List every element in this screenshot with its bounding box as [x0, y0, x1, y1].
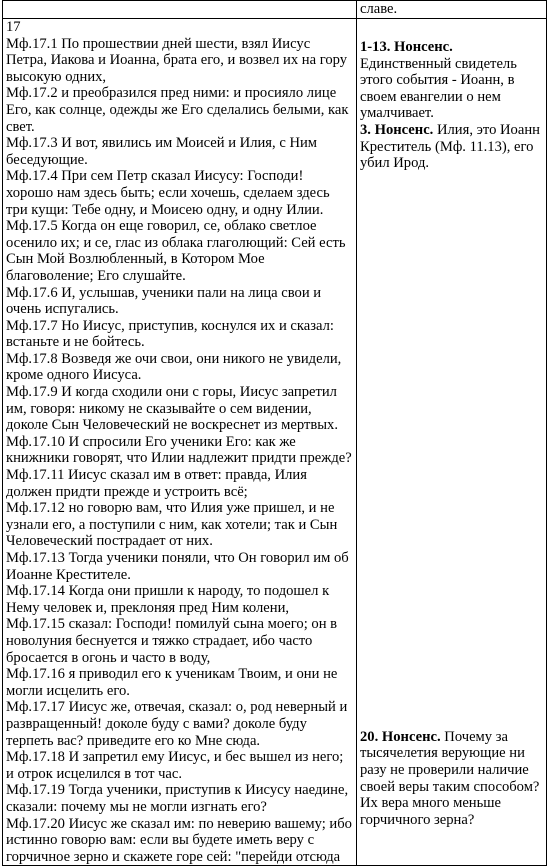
document-table: [2, 0, 547, 866]
verse-line: Мф.17.7 Но Иисус, приступив, коснулся их и сказал: встаньте и не бойтесь.: [6, 317, 334, 351]
verse-line: Мф.17.8 Возведя же очи свои, они никого не увидели, кроме одного Иисуса.: [6, 350, 342, 384]
note-label: 1-13. Нонсенс.: [360, 39, 453, 55]
verse-line: Мф.17.6 И, услышав, ученики пали на лица свои и очень испугались.: [6, 284, 322, 318]
verse-line: Мф.17.4 При сем Петр сказал Иисусу: Господи! хорошо нам здесь быть; если хочешь, сделаем здесь три кущи: Тебе одну, и Моисею одну, и одну Илии.: [6, 168, 330, 218]
verse-line: Мф.17.5 Когда он еще говорил, се, облако светлое осенило их; и се, глас из облака глаголющий: Сей есть Сын Мой Возлюбленный, в Котором Мое благоволение; Его слушайте.: [6, 218, 346, 284]
note-label: 20. Нонсенс.: [360, 728, 441, 745]
verse-line: Мф.17.2 и преобразился пред ними: и просияло лице Его, как солнце, одежды же Его сделались белыми, как свет.: [6, 85, 349, 135]
note-text: Единственный свидетель этого события - Иоанн, в своем евангелии о нем умалчивает.: [360, 55, 517, 122]
note-text: Почему за тысячелетия верующие ни разу не проверили наличие своей веры таким способом? Их вера много меньше горчичного зерна?: [360, 728, 540, 828]
verse-line: Мф.17.20 Иисус же сказал им: по неверию вашему; ибо истинно говорю вам: если вы будете иметь веру с горчичное зерно и скажете горе сей: "перейди отсюда: [6, 815, 352, 865]
verse-line: Мф.17.9 И когда сходили они с горы, Иисус запретил им, говоря: никому не сказывайте о сем видении, доколе Сын Человеческий не воскреснет из мертвых.: [6, 384, 339, 434]
note-1-13: [360, 39, 543, 122]
verse-line: Мф.17.10 И спросили Его ученики Его: как же книжники говорят, что Илии надлежит придти прежде?: [6, 433, 352, 467]
note-3: [360, 122, 543, 172]
table-row: [3, 1, 547, 19]
verse-line: Мф.17.1 По прошествии дней шести, взял Иисус Петра, Иакова и Иоанна, брата его, и возвел их на гору высокую одних,: [6, 35, 348, 85]
verse-line: Мф.17.16 я приводил его к ученикам Твоим, и они не могли исцелить его.: [6, 666, 338, 699]
verse-line: Мф.17.15 сказал: Господи! помилуй сына моего; он в новолуния беснуется и тяжко страдает, ибо часто бросается в огонь и часто в воду,: [6, 616, 338, 666]
verse-line: Мф.17.17 Иисус же, отвечая, сказал: о, род неверный и развращенный! доколе буду с вами? доколе буду терпеть вас? приведите его ко Мне сюда.: [6, 699, 348, 749]
verse-line: Мф.17.11 Иисус сказал им в ответ: правда, Илия должен придти прежде и устроить всё;: [6, 467, 307, 500]
verse-line: Мф.17.19 Тогда ученики, приступив к Иисусу наедине, сказали: почему мы не могли изгнать его?: [6, 782, 349, 815]
top-right-cell: славе.: [357, 1, 547, 19]
commentary-cell: [357, 19, 547, 866]
scripture-cell: [3, 19, 357, 866]
note-text: Илия, это Иоанн Креститель (Мф. 11.13), его убил Ирод.: [360, 121, 540, 172]
note-20: [360, 729, 543, 829]
verse-line: Мф.17.14 Когда они пришли к народу, то подошел к Нему человек и, преклоняя пред Ним колени,: [6, 583, 330, 616]
chapter-number: 17: [6, 19, 21, 35]
verse-list: [6, 36, 353, 866]
table-row: [3, 19, 547, 866]
verse-line: Мф.17.12 но говорю вам, что Илия уже пришел, и не узнали его, а поступили с ним, как хотели; так и Сын Человеческий пострадает от них.: [6, 500, 338, 550]
verse-line: Мф.17.3 И вот, явились им Моисей и Илия, с Ним беседующие.: [6, 135, 318, 168]
verse-line: Мф.17.18 И запретил ему Иисус, и бес вышел из него; и отрок исцелился в тот час.: [6, 749, 344, 782]
top-left-cell: [3, 1, 357, 19]
verse-line: Мф.17.13 Тогда ученики поняли, что Он говорил им об Иоанне Крестителе.: [6, 550, 349, 583]
note-label: 3. Нонсенс.: [360, 121, 434, 138]
